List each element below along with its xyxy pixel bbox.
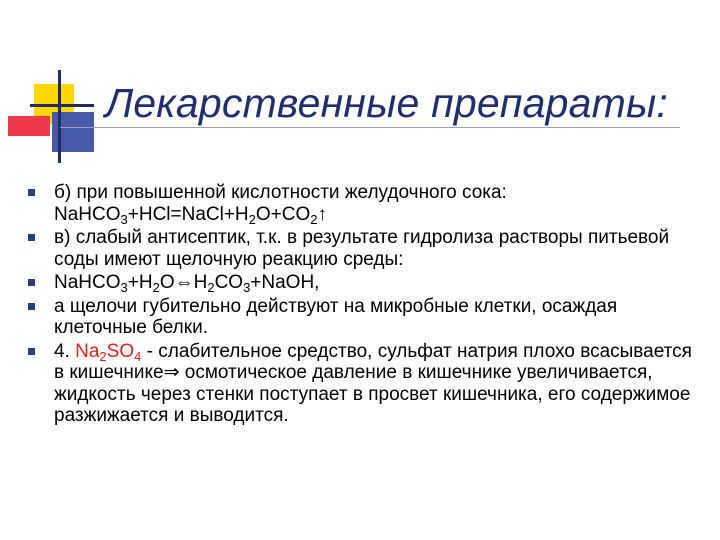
square-bullet-icon: [28, 189, 35, 196]
item-text: а щелочи губительно действуют на микробные клетки, осаждая клеточные белки.: [54, 295, 618, 338]
square-bullet-icon: [28, 348, 35, 355]
double-arrow-icon: ⇔: [174, 272, 194, 293]
sodium-sulfate-formula: $Na_2SO_4$: [75, 340, 142, 364]
list-item: [26, 272, 706, 294]
item-text: в) слабый антисептик, т.к. в результате гидролиза растворы питьевой соды имеют щелочную реакцию среды:: [54, 227, 670, 270]
chem-formula: $NaHCO_3+H_2O\Leftrightarrow H_2CO_3+NaOH$,: [54, 272, 320, 295]
chem-formula: $NaHCO_3+HCl=NaCl+H_2O+CO_2↑$: [54, 203, 327, 227]
decor-horizontal-line: [30, 104, 94, 107]
square-bullet-icon: [28, 279, 35, 286]
item-text: 4. $Na_2SO_4$ - слабительное средство, сульфат натрия плохо всасывается в кишечнике⇒ осмотическое давление в кишечнике увеличивается, жидкость через стенки поступает в просвет кишечника, его содержимое разжижается и выводится.: [54, 340, 692, 426]
list-item: [26, 182, 706, 225]
implies-arrow-icon: ⇒: [163, 362, 180, 383]
bullet-list: [26, 182, 706, 427]
list-item: [26, 296, 706, 339]
decor-vertical-line: [58, 70, 61, 163]
item-text: б) при повышенной кислотности желудочного сока:: [54, 182, 507, 203]
square-bullet-icon: [28, 303, 35, 310]
title-underline: [60, 127, 680, 128]
arrow-up-icon: ↑: [317, 203, 327, 225]
slide-title: Лекарственные препараты:: [105, 80, 668, 126]
square-bullet-icon: [28, 234, 35, 241]
list-item: [26, 227, 706, 270]
decor-red-bar: [8, 116, 50, 136]
list-item: [26, 341, 706, 427]
